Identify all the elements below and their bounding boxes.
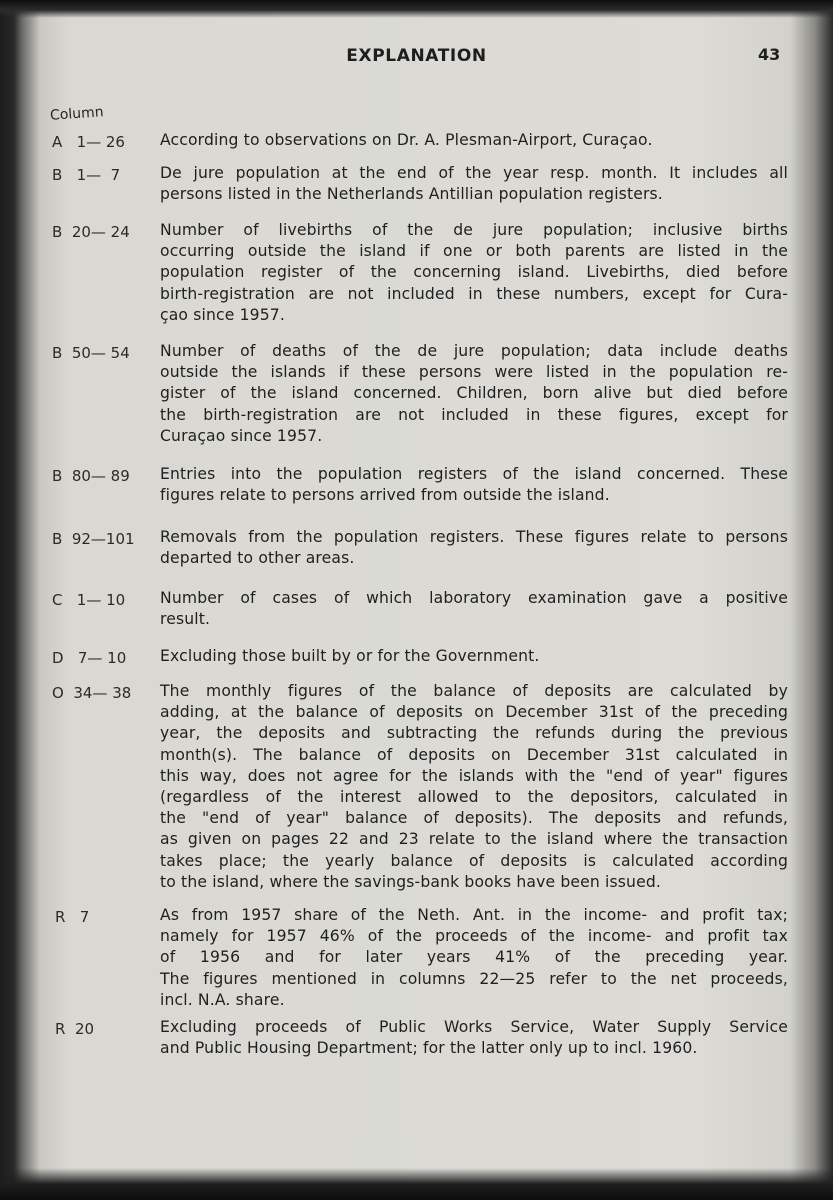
- column-reference: B 50— 54: [52, 344, 130, 362]
- text-line: Number of deaths of the de jure population; data include deaths: [160, 342, 788, 360]
- text-line: Removals from the population registers. These figures relate to persons: [160, 528, 788, 546]
- text-line: the "end of year" balance of deposits). The deposits and refunds,: [160, 809, 788, 828]
- column-reference: R 7: [55, 908, 90, 926]
- explanation-text: [160, 220, 788, 326]
- column-reference: O 34— 38: [52, 684, 132, 702]
- explanation-text: [160, 588, 788, 630]
- text-line: gister of the island concerned. Children, born alive but died before: [160, 384, 788, 403]
- text-line: outside the islands if these persons were listed in the population re-: [160, 363, 788, 382]
- text-line: adding, at the balance of deposits on December 31st of the preceding: [160, 703, 788, 722]
- column-reference: B 20— 24: [52, 223, 130, 241]
- text-line: The monthly figures of the balance of deposits are calculated by: [160, 682, 788, 700]
- text-line: takes place; the yearly balance of deposits is calculated according: [160, 851, 788, 870]
- text-line: çao since 1957.: [160, 305, 285, 324]
- explanation-text: [160, 464, 788, 506]
- explanation-text: [160, 527, 788, 569]
- page-title: EXPLANATION: [346, 46, 487, 66]
- column-reference: A 1— 26: [52, 133, 125, 151]
- column-reference: B 80— 89: [52, 467, 130, 485]
- text-line: Curaçao since 1957.: [160, 426, 323, 445]
- text-line: this way, does not agree for the islands with the "end of year" figures: [160, 766, 788, 785]
- explanation-text: [160, 341, 788, 447]
- column-reference: D 7— 10: [52, 649, 127, 667]
- text-line: the birth-registration are not included in these figures, except for: [160, 405, 788, 424]
- text-line: As from 1957 share of the Neth. Ant. in the income- and profit tax;: [160, 906, 788, 924]
- text-line: occurring outside the island if one or both parents are listed in the: [160, 242, 788, 261]
- text-line: and Public Housing Department; for the latter only up to incl. 1960.: [160, 1039, 698, 1058]
- scan-shadow-top: [0, 0, 833, 18]
- column-heading: Column: [49, 104, 105, 124]
- text-line: (regardless of the interest allowed to the depositors, calculated in: [160, 788, 788, 807]
- text-line: month(s). The balance of deposits on December 31st calculated in: [160, 745, 788, 764]
- scan-shadow-bottom: [0, 1168, 833, 1200]
- explanation-text: [160, 905, 788, 1011]
- text-line: birth-registration are not included in these numbers, except for Cura-: [160, 284, 788, 303]
- text-line: as given on pages 22 and 23 relate to the island where the transaction: [160, 830, 788, 849]
- text-line: of 1956 and for later years 41% of the preceding year.: [160, 948, 788, 967]
- text-line: to the island, where the savings-bank books have been issued.: [160, 872, 661, 891]
- text-line: The figures mentioned in columns 22—25 refer to the net proceeds,: [160, 969, 788, 988]
- page-number: 43: [758, 45, 781, 64]
- text-line: result.: [160, 610, 211, 629]
- text-line: Excluding those built by or for the Government.: [160, 647, 540, 665]
- text-line: population register of the concerning island. Livebirths, died before: [160, 263, 788, 282]
- column-reference: B 1— 7: [52, 166, 121, 184]
- text-line: incl. N.A. share.: [160, 990, 285, 1009]
- explanation-text: [160, 130, 788, 151]
- explanation-text: [160, 163, 788, 205]
- column-reference: R 20: [55, 1020, 95, 1038]
- explanation-text: [160, 1017, 788, 1059]
- explanation-text: [160, 681, 788, 893]
- text-line: De jure population at the end of the year resp. month. It includes all: [160, 164, 788, 182]
- text-line: persons listed in the Netherlands Antillian population registers.: [160, 185, 663, 204]
- text-line: departed to other areas.: [160, 549, 355, 568]
- text-line: Excluding proceeds of Public Works Service, Water Supply Service: [160, 1018, 788, 1036]
- explanation-text: [160, 646, 788, 667]
- text-line: Entries into the population registers of the island concerned. These: [160, 465, 788, 483]
- column-reference: B 92—101: [52, 530, 135, 548]
- text-line: Number of cases of which laboratory examination gave a positive: [160, 589, 788, 607]
- text-line: year, the deposits and subtracting the refunds during the previous: [160, 724, 788, 743]
- text-line: According to observations on Dr. A. Plesman-Airport, Curaçao.: [160, 131, 653, 149]
- text-line: namely for 1957 46% of the proceeds of the income- and profit tax: [160, 927, 788, 946]
- column-reference: C 1— 10: [52, 591, 126, 609]
- text-line: Number of livebirths of the de jure population; inclusive births: [160, 221, 788, 239]
- text-line: figures relate to persons arrived from outside the island.: [160, 486, 610, 505]
